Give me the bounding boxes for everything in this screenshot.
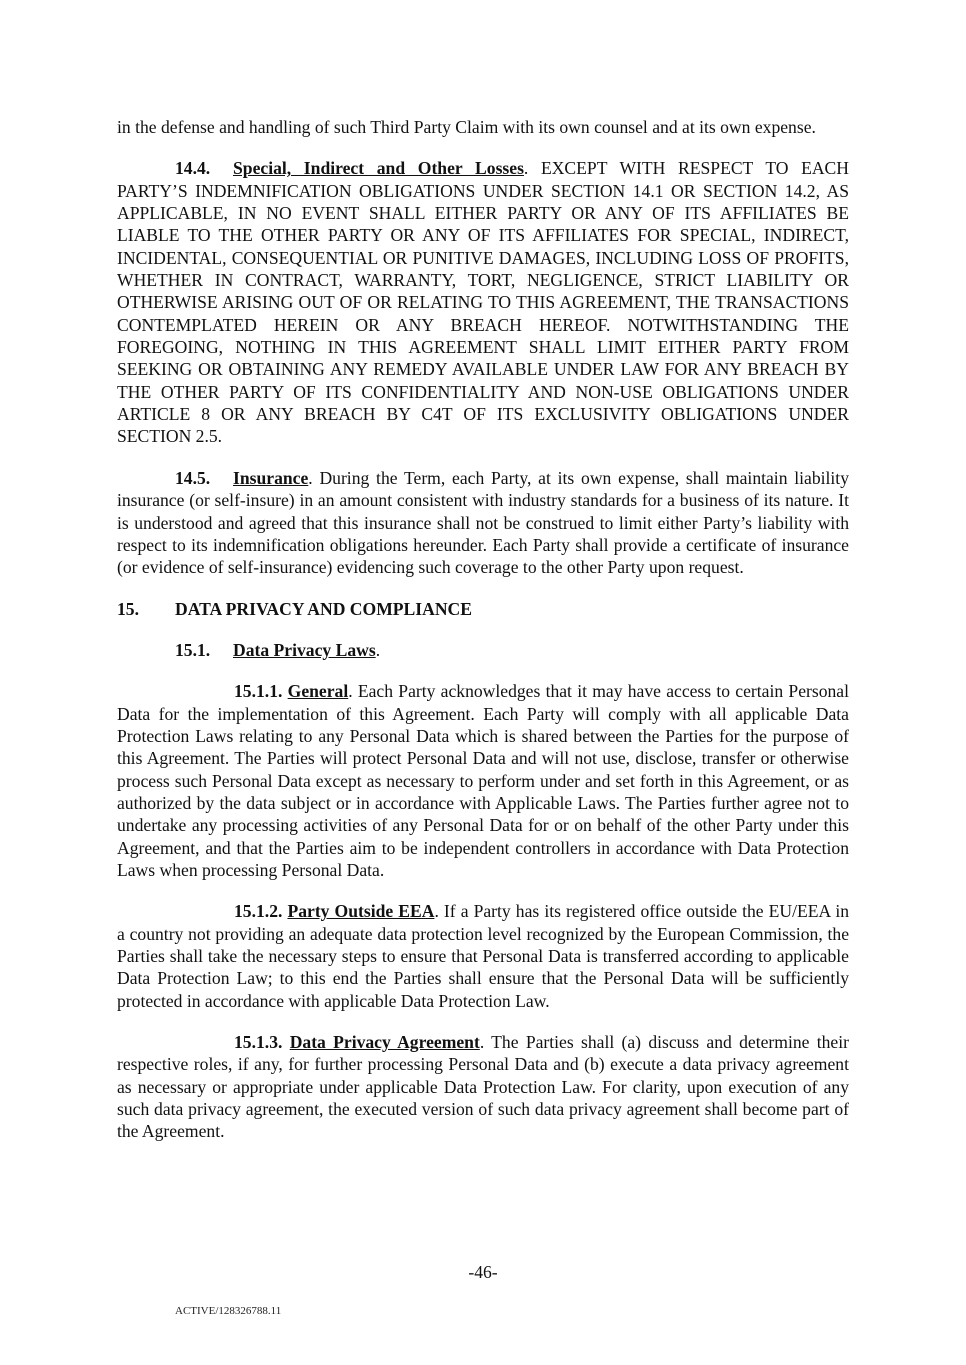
section-15-number: 15.	[117, 598, 139, 619]
section-15-1	[117, 639, 849, 661]
page-number: -46-	[468, 1262, 498, 1282]
section-15-title: DATA PRIVACY AND COMPLIANCE	[175, 598, 472, 619]
section-14-4-title: Special, Indirect and Other Losses	[233, 158, 524, 179]
section-15-1-1-body: . Each Party acknowledges that it may have access to certain Personal Data for the implementation of this Agreement. Each Party will comply with all applicable Data Protection Laws relating to any Personal Data which is shared between the Parties for the purpose of this Agreement. The Parties will protect Personal Data and will not use, disclose, transfer or otherwise process such Personal Data except as necessary to perform under and set forth in this Agreement, or as authorized by the data subject or in accordance with Applicable Laws. The Parties further agree not to undertake any processing activities of any Personal Data for or on behalf of the other Party under this Agreement, and that the Parties aim to be independent controllers in accordance with Data Protection Laws when processing Personal Data.	[117, 681, 849, 880]
section-15-1-3	[117, 1031, 849, 1143]
section-15-heading	[117, 598, 849, 620]
section-15-1-3-number: 15.1.3.	[234, 1032, 283, 1053]
section-15-1-1	[117, 680, 849, 881]
paragraph-continuation	[117, 116, 849, 138]
section-15-1-2	[117, 900, 849, 1012]
section-15-1-2-number: 15.1.2.	[234, 901, 283, 922]
section-15-1-2-body: . If a Party has its registered office outside the EU/EEA in a country not providing an adequate data protection level recognized by the European Commission, the Parties shall take the necessary steps to ensure that Personal Data is transferred according to applicable Data Protection Law; to this end the Parties shall ensure that the Personal Data will be sufficiently protected in accordance with applicable Data Protection Law.	[117, 901, 849, 1011]
section-15-1-number: 15.1.	[175, 639, 211, 660]
section-14-5-title: Insurance	[233, 467, 309, 488]
section-14-4-number: 14.4.	[175, 158, 211, 179]
section-15-1-suffix: .	[375, 639, 381, 660]
continuation-text: in the defense and handling of such Third Party Claim with its own counsel and at its own expense.	[117, 117, 816, 137]
section-15-1-title: Data Privacy Laws	[233, 639, 376, 660]
document-page	[117, 116, 849, 1162]
section-15-1-3-title: Data Privacy Agreement	[289, 1032, 480, 1053]
section-14-5-body: . During the Term, each Party, at its own expense, shall maintain liability insurance (or self-insure) in an amount consistent with industry standards for a business of its nature. It is understood and agreed that this insurance shall not be construed to limit either Party’s liability with respect to its indemnification obligations hereunder. Each Party shall provide a certificate of insurance (or evidence of self-insurance) evidencing such coverage to the other Party upon request.	[117, 467, 849, 578]
section-14-4-body: . EXCEPT WITH RESPECT TO EACH PARTY’S INDEMNIFICATION OBLIGATIONS UNDER SECTION 14.1 OR SECTION 14.2, AS APPLICABLE, IN NO EVENT SHALL EITHER PARTY OR ANY OF ITS AFFILIATES BE LIABLE TO THE OTHER PARTY OR ANY OF ITS AFFILIATES FOR SPECIAL, INDIRECT, INCIDENTAL, CONSEQUENTIAL OR PUNITIVE DAMAGES, INCLUDING LOSS OF PROFITS, WHETHER IN CONTRACT, WARRANTY, TORT, NEGLIGENCE, STRICT LIABILITY OR OTHERWISE ARISING OUT OF OR RELATING TO THIS AGREEMENT, THE TRANSACTIONS CONTEMPLATED HEREIN OR ANY BREACH HEREOF. NOTWITHSTANDING THE FOREGOING, NOTHING IN THIS AGREEMENT SHALL LIMIT EITHER PARTY FROM SEEKING OR OBTAINING ANY REMEDY AVAILABLE UNDER LAW FOR ANY BREACH BY THE OTHER PARTY OF ITS CONFIDENTIALITY AND NON-USE OBLIGATIONS UNDER ARTICLE 8 OR ANY BREACH BY C4T OF ITS EXCLUSIVITY OBLIGATIONS UNDER SECTION 2.5.	[117, 158, 849, 447]
section-15-1-3-body: . The Parties shall (a) discuss and determine their respective roles, if any, for further processing Personal Data and (b) execute a data privacy agreement as necessary or appropriate under applicable Data Protection Law. For clarity, upon execution of any such data privacy agreement, the executed version of such data privacy agreement shall become part of the Agreement.	[117, 1032, 849, 1142]
section-15-1-1-title: General	[287, 681, 349, 702]
section-15-1-1-number: 15.1.1.	[234, 681, 283, 702]
section-14-4	[117, 157, 849, 447]
section-15-1-2-title: Party Outside EEA	[287, 901, 435, 922]
section-14-5	[117, 467, 849, 579]
document-footer-id: ACTIVE/128326788.11	[175, 1305, 282, 1317]
section-14-5-number: 14.5.	[175, 467, 211, 488]
